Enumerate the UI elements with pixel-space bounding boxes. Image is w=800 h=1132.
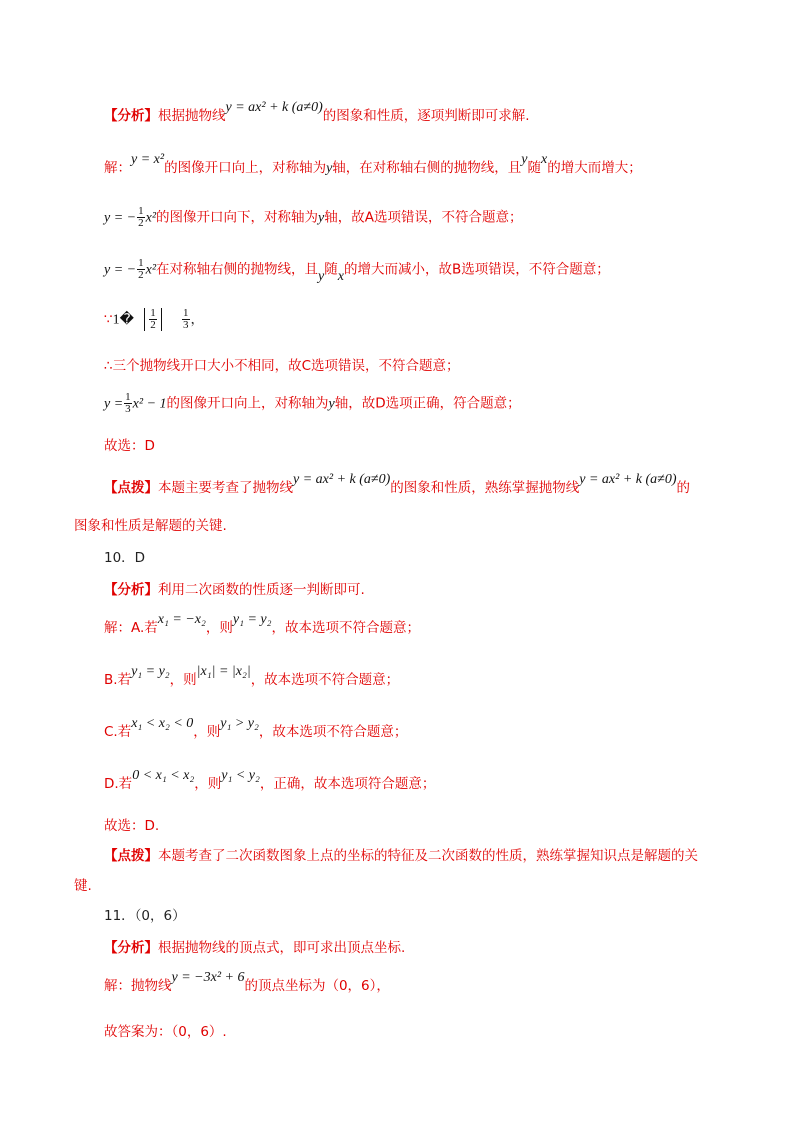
math-formula: y₁ = y₂ — [232, 612, 272, 627]
fraction: $\frac{1}{3}$ — [183, 307, 189, 331]
math-var: y — [318, 210, 325, 226]
fraction: $\frac{1}{2}$ — [138, 205, 144, 229]
replacement-glyph: � — [119, 312, 134, 328]
text: 轴，故A选项错误，不符合题意； — [324, 209, 523, 226]
math-var: x — [541, 152, 548, 167]
math-formula: y = −3x² + 6 — [171, 970, 245, 985]
absolute-value — [144, 308, 162, 331]
text: 根据抛物线 — [158, 108, 226, 124]
text: 的增大而增大； — [547, 160, 642, 176]
analysis-tag: 【分析】 — [104, 108, 158, 124]
math-formula: y₁ > y₂ — [220, 716, 259, 731]
math-var: y — [521, 152, 528, 167]
answer-line: 故选：D — [104, 438, 155, 454]
text: 随 — [527, 160, 542, 176]
option-a-line — [104, 612, 420, 639]
text: 利用二次函数的性质逐一判断即可. — [158, 582, 365, 598]
tip-line-2: 图象和性质是解题的关键. — [74, 518, 227, 534]
tip-line-3 — [104, 846, 698, 866]
text: 解：抛物线 — [104, 978, 172, 994]
math-var: y — [328, 396, 335, 412]
text: 本题考查了二次函数图象上点的坐标的特征及二次函数的性质，熟练掌握知识点是解题的关 — [158, 848, 698, 864]
text: ，则 — [169, 672, 197, 688]
text: 本题主要考查了抛物线 — [158, 480, 293, 496]
text: 解：A.若 — [104, 620, 158, 636]
text: ，则 — [194, 776, 222, 792]
option-b-line — [104, 664, 400, 691]
text: ，则 — [193, 724, 221, 740]
text: ，正确，故本选项符合题意； — [259, 776, 436, 792]
math-formula: |x₁| = |x₂| — [196, 664, 251, 679]
text: D.若 — [104, 776, 133, 792]
text: B.若 — [104, 672, 132, 688]
math-formula: y = — [104, 396, 124, 412]
solution-line-11 — [104, 970, 390, 997]
analysis-line-2 — [104, 580, 365, 600]
math-formula: x₁ < x₂ < 0 — [131, 716, 194, 731]
math-formula: 0 < x₁ < x₂ — [132, 768, 195, 783]
text: ，则 — [205, 620, 233, 636]
text: 的顶点坐标为（0，6）， — [244, 978, 390, 994]
solution-line-6 — [104, 392, 521, 415]
math-formula: y = − — [104, 210, 137, 226]
fraction: $\frac{1}{2}$ — [138, 257, 144, 281]
fraction: $\frac{1}{3}$ — [125, 391, 131, 415]
text: 的图像开口向下，对称轴为 — [156, 209, 319, 226]
question-number-11: 11．（0，6） — [104, 908, 186, 924]
math-formula: x² − 1 — [132, 396, 167, 412]
math-var: x — [337, 268, 344, 284]
math-formula: y = − — [104, 262, 137, 278]
math-formula: y₁ < y₂ — [221, 768, 260, 783]
math-formula: y = ax² + k (a≠0) — [293, 472, 391, 487]
option-d-line — [104, 768, 436, 795]
because-symbol: ∵ — [104, 311, 113, 328]
final-answer-line: 故答案为：（0，6）. — [104, 1024, 227, 1040]
text: 的图像开口向上，对称轴为 — [164, 160, 327, 176]
solution-line-3 — [104, 257, 610, 284]
text: 的 — [676, 480, 690, 496]
tip-tag: 【点拨】 — [104, 848, 158, 864]
analysis-line-1 — [104, 100, 530, 127]
question-number-10: 10．D — [104, 550, 146, 566]
solution-line-2 — [104, 206, 523, 229]
analysis-line-3 — [104, 938, 405, 958]
text: C.若 — [104, 724, 132, 740]
text: 的图象和性质，熟练掌握抛物线 — [390, 480, 580, 496]
math-number: 1 — [112, 312, 120, 328]
tip-tag: 【点拨】 — [104, 480, 158, 496]
text: 解： — [104, 160, 131, 176]
answer-line-2: 故选：D. — [104, 818, 160, 834]
math-var: y — [326, 161, 333, 176]
text: 的增大而减小，故B选项错误，不符合题意； — [343, 261, 610, 278]
tip-line-1 — [104, 472, 690, 499]
math-formula: y = ax² + k (a≠0) — [225, 100, 323, 115]
tip-line-4: 键. — [74, 878, 92, 894]
math-formula: y₁ = y₂ — [131, 664, 170, 679]
text: 的图象和性质，逐项判断即可求解. — [322, 108, 530, 124]
fraction: $\frac{1}{2}$ — [150, 307, 156, 331]
analysis-tag: 【分析】 — [104, 940, 158, 956]
text: 在对称轴右侧的抛物线，且 — [156, 261, 319, 278]
analysis-tag: 【分析】 — [104, 582, 158, 598]
math-formula: x² — [145, 210, 157, 226]
math-var: y — [318, 268, 325, 284]
text: ， — [190, 311, 205, 328]
text: ，故本选项不符合题意； — [271, 620, 420, 636]
text: 轴，故D选项正确，符合题意； — [334, 395, 521, 412]
text: 轴，在对称轴右侧的抛物线，且 — [332, 160, 522, 176]
text: ，故本选项不符合题意； — [250, 672, 400, 688]
solution-line-4 — [104, 308, 204, 331]
solution-line-5: ∴三个抛物线开口大小不相同，故C选项错误，不符合题意； — [104, 358, 460, 374]
text: ，故本选项不符合题意； — [258, 724, 408, 740]
text: 的图像开口向上，对称轴为 — [166, 395, 329, 412]
math-formula: x² — [145, 262, 157, 278]
math-formula: y = x² — [131, 152, 165, 167]
math-formula: x₁ = −x₂ — [157, 612, 206, 627]
text: 随 — [324, 261, 338, 278]
text: 根据抛物线的顶点式，即可求出顶点坐标. — [158, 940, 406, 956]
option-c-line — [104, 716, 408, 743]
solution-line-1 — [104, 152, 642, 179]
math-formula: y = ax² + k (a≠0) — [579, 472, 677, 487]
